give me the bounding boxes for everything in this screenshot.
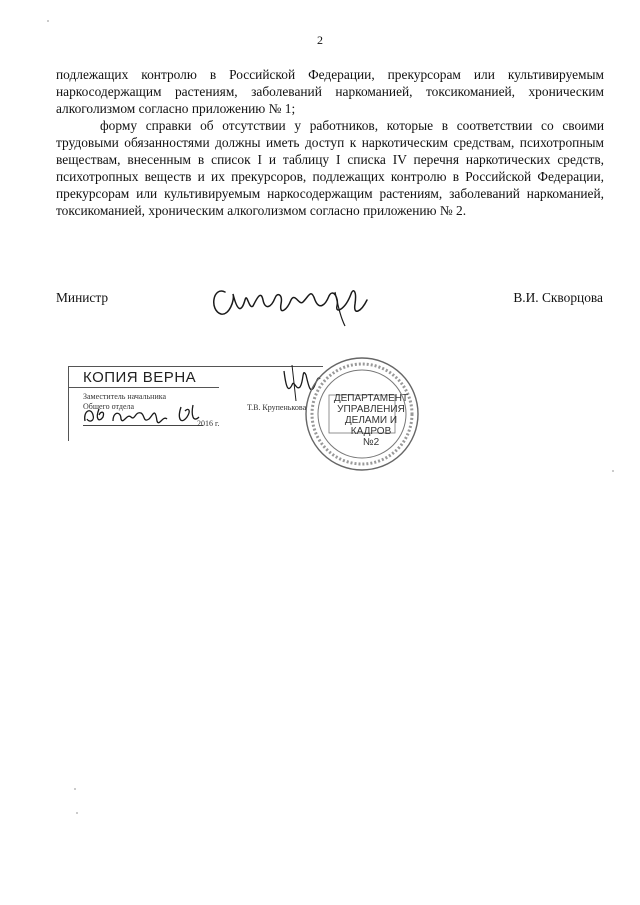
copy-stamp-title: КОПИЯ ВЕРНА <box>83 369 197 386</box>
copy-stamp-signer: Т.В. Крупенькова <box>247 403 307 412</box>
document-body <box>56 66 604 219</box>
paragraph-certificate-form: форму справки об отсутствии у работников, которые в соответствии со своими трудовыми обязанностями должны иметь доступ к наркотическим средствам, психотропным веществам, внесенным в список I и таблицу I списка IV перечня наркотических средств, психотропных веществ и их прекурсоров, подлежащих контролю в Российской Федерации, прекурсорам или культивируемым наркосодержащим растениям, заболеваний наркоманией, токсикоманией, хроническим алкоголизмом согласно приложению № 2. <box>56 118 604 218</box>
copy-stamp-rule <box>69 387 219 388</box>
seal-line-3: ДЕЛАМИ И КАДРОВ <box>344 415 398 437</box>
copy-stamp-position-line2: Общего отдела <box>83 402 135 411</box>
seal-line-1: ДЕПАРТАМЕНТ <box>333 393 409 404</box>
signatory-name: В.И. Скворцова <box>513 290 603 305</box>
copy-stamp-year: 2016 г. <box>197 419 220 428</box>
seal-text <box>331 393 411 448</box>
scan-speck <box>76 812 78 814</box>
certified-copy-stamp <box>68 366 323 441</box>
signatory-title: Министр <box>56 290 109 305</box>
copy-stamp-handwritten-date <box>69 397 209 427</box>
paragraph-continuation: подлежащих контролю в Российской Федерации, прекурсорам или культивируемым наркосодержащим растениям, заболеваний наркоманией, токсикоманией, хроническим алкоголизмом согласно приложению № 1; <box>56 67 604 116</box>
scan-speck <box>47 20 49 22</box>
scan-speck <box>74 788 76 790</box>
copy-stamp-position-line1: Заместитель начальника <box>83 392 167 401</box>
copy-stamp-date-line <box>83 425 203 426</box>
page-number: 2 <box>317 33 323 47</box>
seal-line-2: УПРАВЛЕНИЯ <box>337 404 405 415</box>
seal-line-4: №2 <box>362 437 380 448</box>
scan-speck <box>612 470 614 472</box>
minister-signature <box>205 270 375 330</box>
